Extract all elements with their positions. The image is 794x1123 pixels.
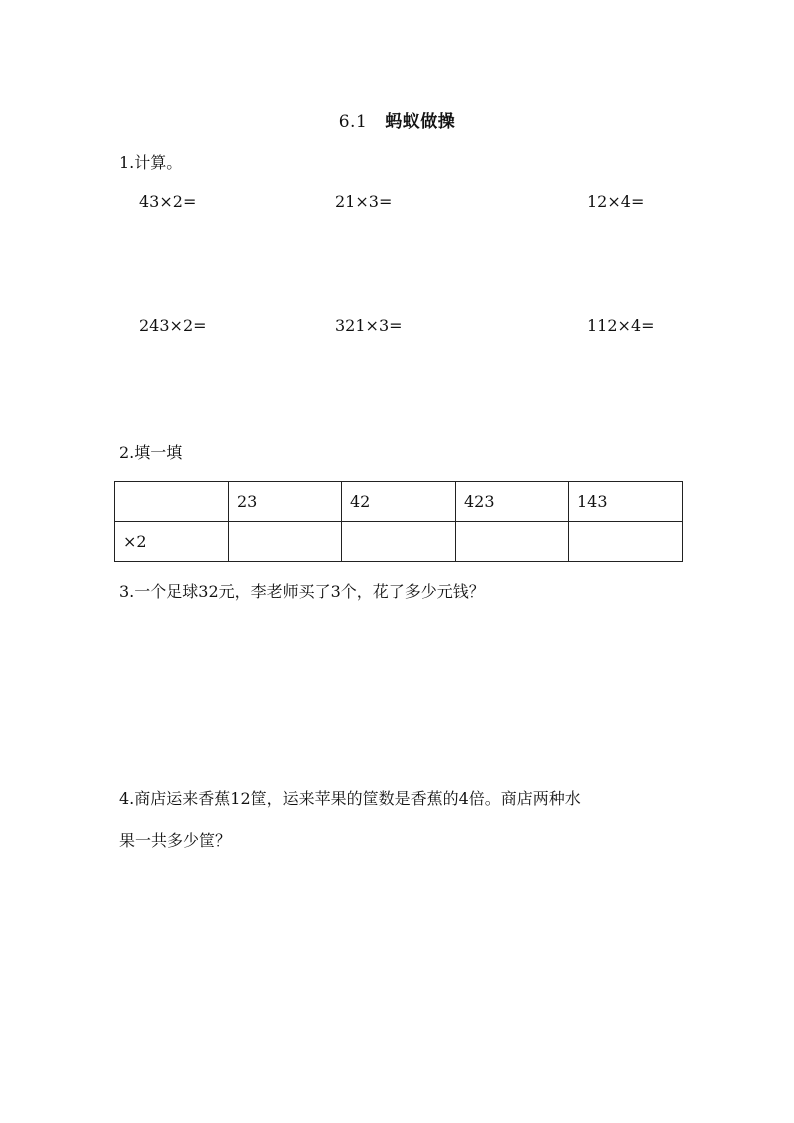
expression-2-1: 243×2=: [139, 316, 207, 335]
page-title: [0, 107, 794, 132]
section-title: 蚂蚁做操: [385, 112, 456, 132]
expression-2-2: 321×3=: [335, 316, 403, 335]
table-cell: 42: [342, 482, 456, 522]
expression-2-3: 112×4=: [587, 316, 655, 335]
expression-1-2: 21×3=: [335, 192, 393, 211]
question-3-text: 3.一个足球32元，李老师买了3个，花了多少元钱？: [119, 582, 485, 601]
table-cell: ×2: [115, 522, 229, 562]
question-4-line-2: 果一共多少筐？: [119, 831, 232, 850]
table-row: [115, 522, 683, 562]
fill-in-table: [114, 481, 683, 562]
table-header-row: [115, 482, 683, 522]
question-2-label: 2.填一填: [119, 443, 183, 462]
answer-cell[interactable]: [569, 522, 683, 562]
question-1-label: 1.计算。: [119, 153, 183, 172]
answer-cell[interactable]: [229, 522, 342, 562]
expression-1-1: 43×2=: [139, 192, 197, 211]
table-cell: 23: [229, 482, 342, 522]
table-cell: 423: [456, 482, 569, 522]
question-4-line-1: 4.商店运来香蕉12筐，运来苹果的筐数是香蕉的4倍。商店两种水: [119, 789, 581, 808]
expression-1-3: 12×4=: [587, 192, 645, 211]
table-cell: 143: [569, 482, 683, 522]
table-cell: [115, 482, 229, 522]
answer-cell[interactable]: [342, 522, 456, 562]
section-number: 6.1: [338, 112, 368, 132]
answer-cell[interactable]: [456, 522, 569, 562]
